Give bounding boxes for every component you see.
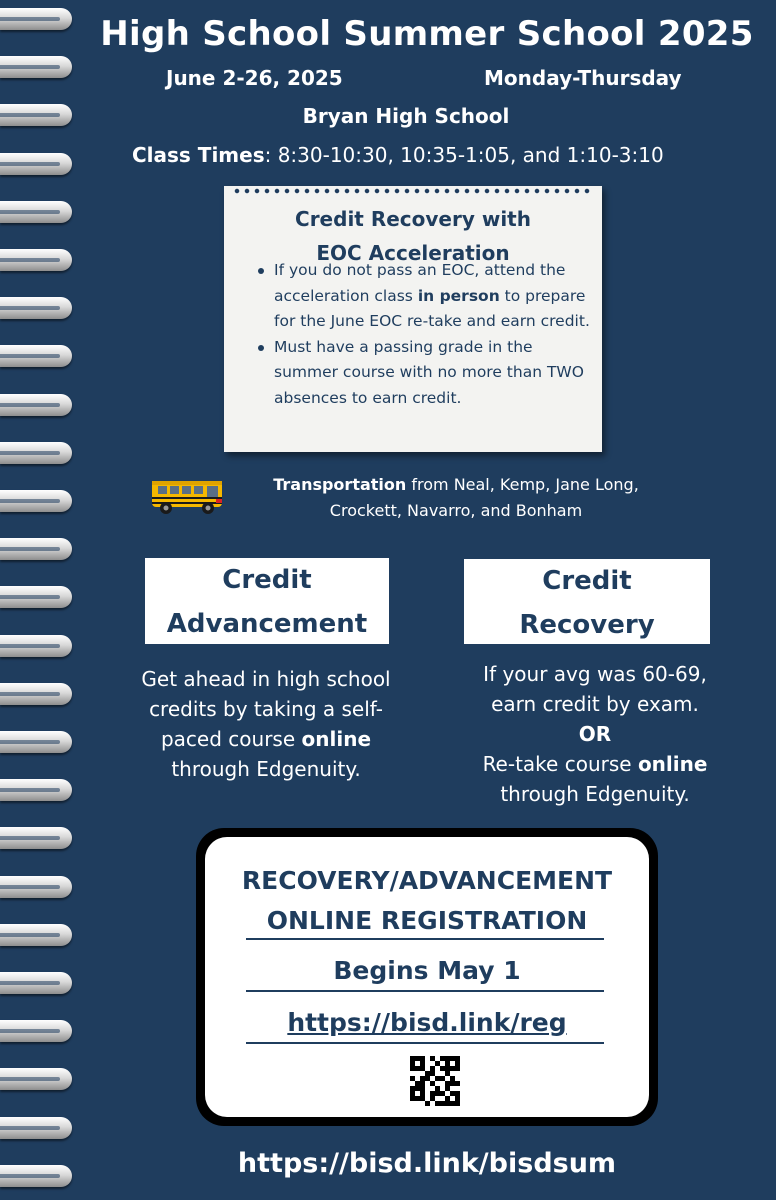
recovery-title-line2: Recovery xyxy=(519,610,655,640)
spiral-ring xyxy=(0,876,72,898)
recovery-desc-text: Re-take course xyxy=(482,752,638,776)
transportation-label: Transportation xyxy=(273,475,407,494)
spiral-ring xyxy=(0,586,72,608)
advancement-desc-line3 xyxy=(116,724,416,754)
spiral-ring xyxy=(0,345,72,367)
card-bullets xyxy=(250,258,600,411)
spiral-ring xyxy=(0,1020,72,1042)
advancement-desc-emphasis: online xyxy=(301,727,372,751)
spiral-ring xyxy=(0,8,72,30)
spiral-ring xyxy=(0,442,72,464)
recovery-desc-line4: through Edgenuity. xyxy=(500,782,690,806)
credit-recovery-description xyxy=(450,659,740,809)
credit-advancement-description xyxy=(116,664,416,784)
spiral-ring xyxy=(0,394,72,416)
spiral-ring xyxy=(0,779,72,801)
transportation-line2: Crockett, Navarro, and Bonham xyxy=(329,501,583,520)
spiral-ring xyxy=(0,153,72,175)
page-title: High School Summer School 2025 xyxy=(100,14,754,54)
bullet1-text-end: to prepare for the June EOC re-take and earn credit. xyxy=(274,286,590,330)
spiral-ring xyxy=(0,490,72,512)
spiral-ring xyxy=(0,924,72,946)
recovery-desc-emphasis: online xyxy=(637,752,708,776)
notepad-perforation xyxy=(232,188,594,194)
recovery-desc-or: OR xyxy=(578,722,612,746)
spiral-ring xyxy=(0,56,72,78)
spiral-ring xyxy=(0,972,72,994)
spiral-ring xyxy=(0,297,72,319)
recovery-desc-line2: earn credit by exam. xyxy=(491,692,699,716)
recovery-title-line1: Credit xyxy=(542,566,632,596)
qr-module xyxy=(455,1101,460,1106)
advancement-title-line2: Advancement xyxy=(166,609,368,639)
credit-recovery-title xyxy=(464,559,710,644)
spiral-ring xyxy=(0,201,72,223)
divider xyxy=(246,990,604,992)
eoc-acceleration-card xyxy=(224,186,602,452)
list-item xyxy=(250,258,600,335)
list-item: Must have a passing grade in the summer course with no more than TWO absences to earn credit. xyxy=(250,335,600,412)
divider xyxy=(246,938,604,940)
school-bus-icon xyxy=(150,475,226,517)
spiral-ring xyxy=(0,104,72,126)
spiral-ring xyxy=(0,1117,72,1139)
school-name: Bryan High School xyxy=(302,104,510,128)
spiral-ring xyxy=(0,1068,72,1090)
registration-link[interactable]: https://bisd.link/reg xyxy=(287,1008,567,1037)
transportation-line1: from Neal, Kemp, Jane Long, xyxy=(406,475,639,494)
transportation-info xyxy=(236,472,676,524)
spiral-binding xyxy=(0,0,80,1200)
credit-advancement-title xyxy=(145,558,389,644)
class-times-label: Class Times xyxy=(132,143,265,167)
footer-link[interactable]: https://bisd.link/bisdsum xyxy=(237,1148,617,1179)
qr-code-icon[interactable] xyxy=(410,1056,460,1106)
advancement-desc-line2: credits by taking a self- xyxy=(149,697,383,721)
advancement-desc-line1: Get ahead in high school xyxy=(141,667,391,691)
card-title-line1: Credit Recovery with xyxy=(295,207,531,231)
spiral-ring xyxy=(0,538,72,560)
class-times-value: : 8:30-10:30, 10:35-1:05, and 1:10-3:10 xyxy=(264,143,664,167)
advancement-title-line1: Credit xyxy=(222,565,312,595)
days: Monday-Thursday xyxy=(484,66,682,90)
spiral-ring xyxy=(0,249,72,271)
spiral-ring xyxy=(0,731,72,753)
advancement-desc-text: paced course xyxy=(160,727,302,751)
divider xyxy=(246,1042,604,1044)
card-title-line2: EOC Acceleration xyxy=(316,241,510,265)
bullet1-text: If you do not pass an EOC, attend the acceleration class xyxy=(274,261,566,305)
class-times xyxy=(132,143,664,167)
spiral-ring xyxy=(0,827,72,849)
bullet1-emphasis: in person xyxy=(417,286,500,305)
recovery-desc-line3 xyxy=(450,749,740,779)
spiral-ring xyxy=(0,635,72,657)
recovery-desc-line1: If your avg was 60-69, xyxy=(483,662,707,686)
dates: June 2-26, 2025 xyxy=(166,66,343,90)
registration-start-date: Begins May 1 xyxy=(333,956,521,985)
advancement-desc-line4: through Edgenuity. xyxy=(171,757,361,781)
spiral-ring xyxy=(0,1165,72,1187)
spiral-ring xyxy=(0,683,72,705)
registration-line2: ONLINE REGISTRATION xyxy=(266,906,588,935)
registration-line1: RECOVERY/ADVANCEMENT xyxy=(241,866,613,895)
